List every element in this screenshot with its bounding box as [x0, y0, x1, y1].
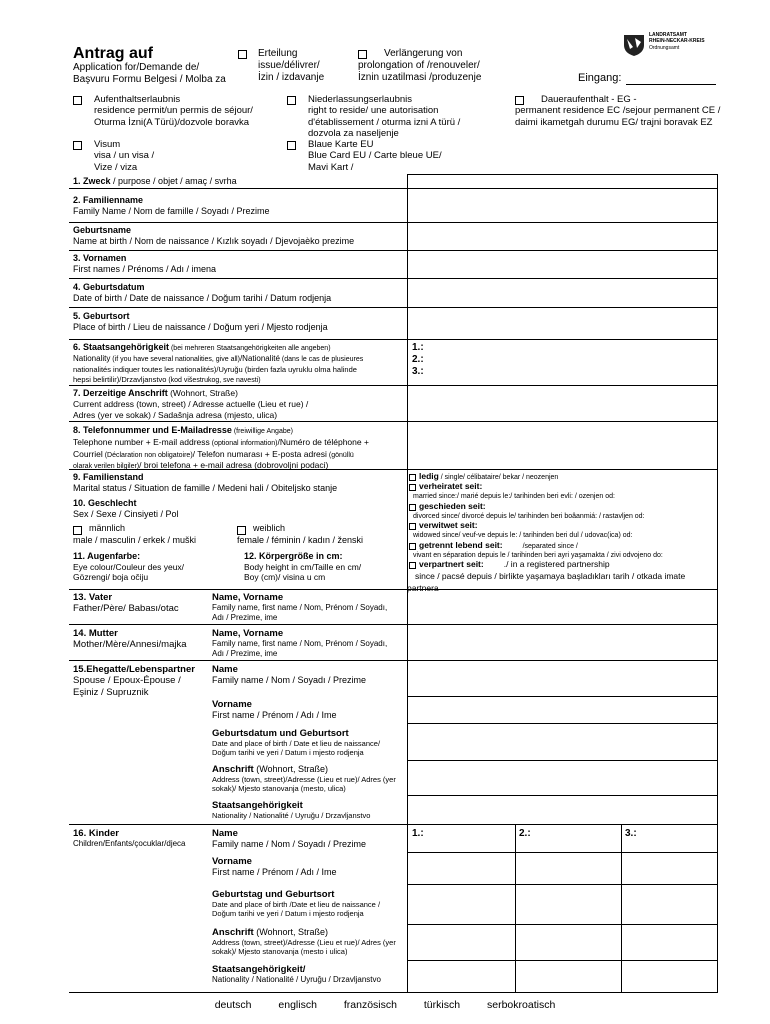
district-logo: LANDRATSAMT RHEIN-NECKAR-KREIS Ordnungsamt: [622, 31, 722, 61]
phone-email-label: 8. Telefonnummer und E-Mailadresse (freiwillige Angabe) Telephone number + E-mail address (optional information)/Numéro de téléphone + Courriel (Déclaration non obligatoire)/ Telefon numarası + E-posta adresi (gönüllü olarak verilen bilgiler)/ broi telefona + e-mail adresa (dobrovoljni podaci): [73, 425, 369, 471]
lang-serbokroatisch: serbokroatisch: [487, 999, 556, 1011]
purpose-input[interactable]: [409, 175, 716, 187]
first-names-input[interactable]: [409, 252, 716, 277]
ledig-checkbox[interactable]: [409, 474, 416, 481]
eye-color-label: 11. Augenfarbe: Eye colour/Couleur des yeux/ Gözrengi/ boja očiju: [73, 551, 185, 582]
bluecard-label: Blaue Karte EU Blue Card EU / Carte bleue UE/ Mavi Kart /: [308, 139, 442, 173]
first-names-label: 3. Vornamen First names / Prénoms / Adı / imena: [73, 253, 217, 274]
eingang-label: Eingang:: [578, 72, 622, 84]
niederlassung-checkbox[interactable]: [287, 95, 296, 106]
verheiratet-checkbox[interactable]: [409, 484, 416, 491]
issue-option-label: Erteilung issue/délivrer/ İzin / izdavanje: [258, 48, 325, 83]
height-label: 12. Körpergröße in cm: Body height in cm/Taille en cm/ Boy (cm)/ visina u cm: [244, 551, 362, 582]
lang-deutsch: deutsch: [214, 999, 252, 1011]
language-footer: [0, 999, 770, 1012]
father-input[interactable]: [409, 591, 716, 623]
nationality-2-label: 2.:: [412, 354, 424, 365]
bluecard-checkbox[interactable]: [287, 140, 296, 151]
verpartnert-checkbox[interactable]: [409, 562, 416, 569]
nationality-1-input[interactable]: [430, 341, 716, 353]
purpose-label: 1. Zweck / purpose / objet / amaç / svrha: [73, 176, 237, 186]
nationality-3-label: 3.:: [412, 366, 424, 377]
spouse-firstname-label: Vorname First name / Prénom / Adı / Ime: [212, 699, 337, 721]
spouse-name-label: Name Family name / Nom / Soyadı / Prezime: [212, 664, 367, 686]
dauer-label: Daueraufenthalt - EG - permanent residence EC /sejour permanent CE / daimi ikametgah durumu EG/ trajni boravak EZ: [515, 94, 721, 128]
family-name-input[interactable]: [409, 190, 716, 220]
spouse-label: 15.Ehegatte/Lebenspartner Spouse / Epoux-Épouse / Eşiniz / Supruznik: [73, 664, 195, 698]
mother-label: 14. Mutter Mother/Mère/Annesi/majka: [73, 628, 187, 651]
nationality-2-input[interactable]: [430, 353, 716, 365]
spouse-birth-label: Geburtsdatum und Geburtsort Date and place of birth / Date et lieu de naissance/ Doğum tarihi ve yeri / Datum i mjesto rodjenja: [212, 728, 381, 758]
visum-label: Visum visa / un visa / Vize / viza: [94, 139, 155, 173]
spouse-address-input[interactable]: [409, 762, 716, 794]
mother-name-label: Name, Vorname Family name, first name / Nom, Prénom / Soyadı, Adı / Prezime, ime: [212, 628, 388, 658]
child-3-header: 3.:: [625, 828, 637, 839]
children-label: 16. Kinder Children/Enfants/çocuklar/djeca: [73, 828, 186, 849]
nationality-label: 6. Staatsangehörigkeit (bei mehreren Staatsangehörigkeiten alle angeben) Nationality (if you have several nationalities, give all)/Nationalité (dans le cas de plusieures nationalités indiquer toutes les nationalités)/Uyruğu (birden fazla uyruklu olma halinde hepsi belirtilir)/Drzavljanstvo (kod višestrukog, sve navesti): [73, 342, 364, 384]
family-name-label: 2. Familienname Family Name / Nom de famille / Soyadı / Prezime: [73, 195, 270, 216]
mother-input[interactable]: [409, 626, 716, 659]
male-label: männlich male / masculin / erkek / muški: [73, 523, 197, 545]
eingang-line[interactable]: [626, 84, 716, 85]
aufenthalt-label: Aufenthaltserlaubnis residence permit/un permis de séjour/ Oturma İzni(A Türü)/dozvole boravka: [94, 94, 253, 128]
father-name-label: Name, Vorname Family name, first name / Nom, Prénom / Soyadı, Adı / Prezime, ime: [212, 592, 388, 622]
children-firstname-label: Vorname First name / Prénom / Adı / Ime: [212, 856, 337, 878]
place-of-birth-input[interactable]: [409, 309, 716, 338]
marital-status-label: 9. Familienstand Marital status / Situation de famille / Medeni hali / Obiteljsko stanje: [73, 472, 338, 493]
place-of-birth-label: 5. Geburtsort Place of birth / Lieu de naissance / Doğum yeri / Mjesto rodjenja: [73, 311, 328, 332]
lang-tuerkisch: türkisch: [423, 999, 461, 1011]
phone-email-input[interactable]: [409, 423, 716, 468]
child-2-header: 2.:: [519, 828, 531, 839]
form-subtitle: Application for/Demande de/ Başvuru Formu Belgesi / Molba za: [73, 62, 226, 85]
nationality-1-label: 1.:: [412, 342, 424, 353]
sex-label: 10. Geschlecht Sex / Sexe / Cinsiyeti / Pol: [73, 498, 179, 519]
grid-right-vline: [717, 174, 718, 993]
aufenthalt-checkbox[interactable]: [73, 95, 82, 106]
female-label: weiblich female / féminin / kadın / ženski: [237, 523, 364, 545]
getrennt-checkbox[interactable]: [409, 543, 416, 550]
spouse-address-label: Anschrift (Wohnort, Straße) Address (town, street)/Adresse (Lieu et rue)/ Adres (yer sokak)/ Mjesto stanovanja (mesto, ulica): [212, 764, 396, 794]
children-birth-label: Geburtstag und Geburtsort Date and place of birth /Date et lieu de naissance / Doğum tarihi ve yeri / Datum i mjesto rodjenja: [212, 889, 381, 919]
form-title: Antrag auf: [73, 45, 153, 62]
address-input[interactable]: [409, 387, 716, 420]
grid-bottom: [69, 992, 718, 993]
spouse-nationality-input[interactable]: [409, 797, 716, 823]
father-label: 13. Vater Father/Père/ Babası/otac: [73, 592, 179, 615]
date-of-birth-label: 4. Geburtsdatum Date of birth / Date de naissance / Doğum tarihi / Datum rodjenja: [73, 282, 332, 303]
marital-ledig[interactable]: ledig / single/ célibataire/ bekar / neozenjen: [409, 471, 717, 483]
children-nationality-label: Staatsangehörigkeit/ Nationality / Nationalité / Uyruğu / Drzavljanstvo: [212, 964, 381, 985]
spouse-firstname-input[interactable]: [409, 698, 716, 722]
marital-getrennt[interactable]: getrennt lebend seit: /separated since / vivant en séparation depuis le / tarihinden beri ayri yaşamakta / zivi odvojeno do:: [409, 540, 717, 561]
nationality-3-input[interactable]: [430, 365, 716, 377]
spouse-nationality-label: Staatsangehörigkeit Nationality / Nationalité / Uyruğu / Drzavljanstvo: [212, 800, 371, 821]
children-address-label: Anschrift (Wohnort, Straße) Address (town, street)/Adresse (Lieu et rue)/ Adres (yer sokak)/ Mjesto stanovanja (mesto i ulica): [212, 927, 396, 957]
children-name-label: Name Family name / Nom / Soyadı / Prezime: [212, 828, 367, 850]
marital-verwitwet[interactable]: verwitwet seit: widowed since/ veuf-ve depuis le: / tarihinden beri dul / udovac(ica) od:: [409, 520, 717, 541]
coat-of-arms-icon: [622, 33, 646, 57]
extension-option-label: Verlängerung von prolongation of /renouveler/ İznin uzatilmasi /produzenje: [358, 48, 482, 83]
marital-verheiratet[interactable]: verheiratet seit: married since:/ marié depuis le:/ tarihinden beri evli: / ozenjen od:: [409, 481, 717, 502]
child-1-header: 1.:: [412, 828, 424, 839]
spouse-birth-input[interactable]: [409, 725, 716, 759]
lang-franzoesisch: französisch: [343, 999, 397, 1011]
spouse-name-input[interactable]: [409, 662, 716, 695]
niederlassung-label: Niederlassungserlaubnis right to reside/ une autorisation d'établissement / oturma izni A türü / dozvola za naseljenje: [308, 94, 461, 140]
birth-name-input[interactable]: [409, 224, 716, 249]
issue-checkbox[interactable]: [238, 49, 247, 60]
birth-name-label: Geburtsname Name at birth / Nom de naissance / Kızlık soyadı / Djevojaèko prezime: [73, 225, 355, 246]
visum-checkbox[interactable]: [73, 140, 82, 151]
lang-englisch: englisch: [278, 999, 317, 1011]
marital-geschieden[interactable]: geschieden seit: divorced since/ divorcé depuis le/ tarihinden beri boâanmiá: / rastavljen od:: [409, 501, 717, 522]
date-of-birth-input[interactable]: [409, 280, 716, 306]
address-label: 7. Derzeitige Anschrift (Wohnort, Straße) Current address (town, street) / Adresse actuelle (Lieu et rue) / Adres (yer ve sokak) / Sadašnja adresa (mjesto, ulica): [73, 388, 309, 420]
geschieden-checkbox[interactable]: [409, 504, 416, 511]
verwitwet-checkbox[interactable]: [409, 523, 416, 530]
marital-verpartnert[interactable]: verpartnert seit: ./ in a registered partnership since / pacsé depuis / birlikte yaşamaya başladıkları tarih / otkada imate partnera: [407, 559, 686, 593]
